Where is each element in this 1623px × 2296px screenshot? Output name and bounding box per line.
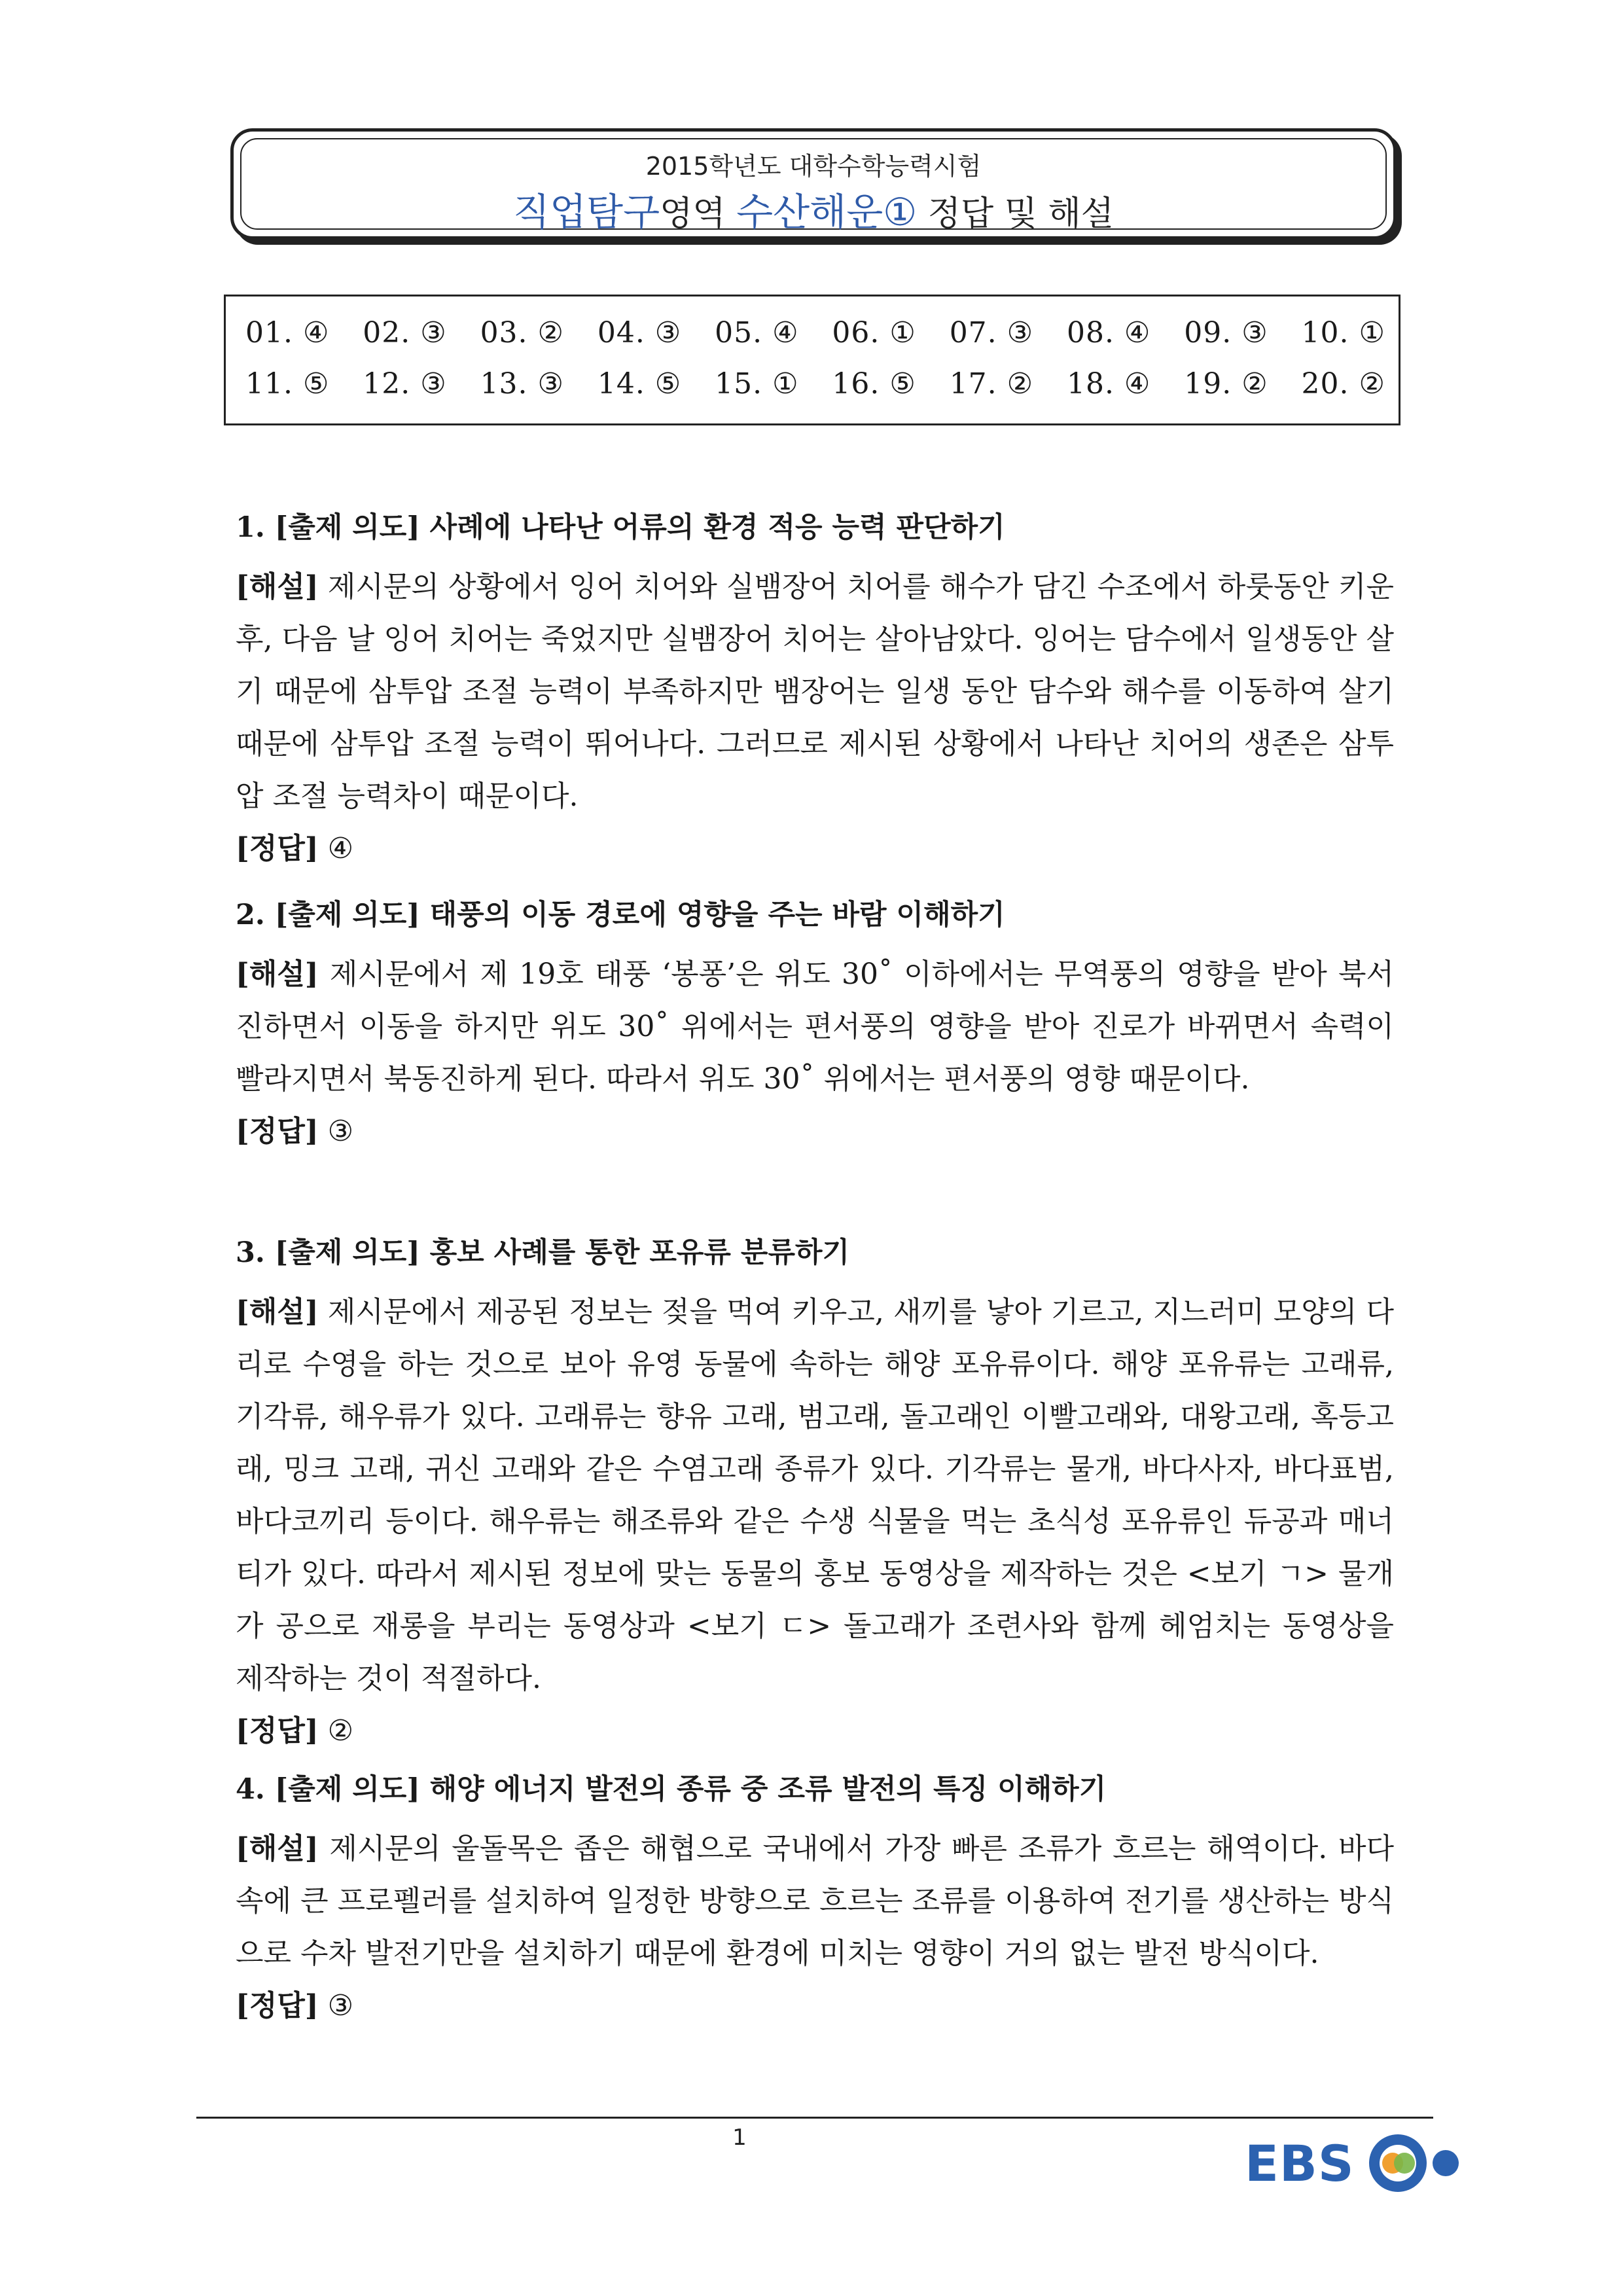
- answer-key-item: 08. ④: [1066, 316, 1151, 350]
- question-3-section: [236, 1230, 1394, 1757]
- answer-key-item: 03. ②: [480, 316, 564, 350]
- answer-key-item: 12. ③: [363, 367, 447, 401]
- question-title: 3. [출제 의도] 홍보 사례를 통한 포유류 분류하기: [236, 1236, 850, 1269]
- document-title: [234, 181, 1393, 236]
- explanation-label: [해설]: [236, 1295, 319, 1329]
- answer-key-item: 05. ④: [715, 316, 799, 350]
- answer-key-item: 14. ⑤: [597, 367, 682, 401]
- title-word-area: 영역: [660, 194, 737, 234]
- answer-line: [236, 823, 1394, 875]
- answer-label: [정답]: [236, 1115, 319, 1148]
- answer-key-row-2: [245, 367, 1385, 401]
- answer-key-item: 20. ②: [1301, 367, 1385, 401]
- answer-value: ③: [327, 1989, 354, 2022]
- answer-label: [정답]: [236, 832, 319, 865]
- answer-line: [236, 1705, 1394, 1757]
- answer-key-row-1: [245, 316, 1385, 350]
- answer-value: ②: [327, 1714, 354, 1748]
- explanation-text: 제시문에서 제공된 정보는 젖을 먹여 키우고, 새끼를 낳아 기르고, 지느러미 모양의 다리로 수영을 하는 것으로 보아 유영 동물에 속하는 해양 포유류이다. 해양 포유류는 고래류, 기각류, 해우류가 있다. 고래류는 향유 고래, 범고래, 돌고래인 이빨고래와, 대왕고래, 혹등고래, 밍크 고래, 귀신 고래와 같은 수염고래 종류가 있다. 기각류는 물개, 바다사자, 바다표범, 바다코끼리 등이다. 해우류는 해조류와 같은 수생 식물을 먹는 초식성 포유류인 듀공과 매너티가 있다. 따라서 제시된 정보에 맞는 동물의 홍보 동영상을 제작하는 것은 <보기 ㄱ> 물개가 공으로 재롱을 부리는 동영상과 <보기 ㄷ> 돌고래가 조련사와 함께 헤엄치는 동영상을 제작하는 것이 적절하다.: [236, 1295, 1394, 1695]
- question-title: 2. [출제 의도] 태풍의 이동 경로에 영향을 주는 바람 이해하기: [236, 899, 1005, 931]
- answer-key-item: 11. ⑤: [245, 367, 330, 401]
- explanation-text: 제시문에서 제 19호 태풍 ‘봉퐁’은 위도 30˚ 이하에서는 무역풍의 영향을 받아 북서진하면서 이동을 하지만 위도 30˚ 위에서는 편서풍의 영향을 받아 진로가 바뀌면서 속력이 빨라지면서 북동진하게 된다. 따라서 위도 30˚ 위에서는 편서풍의 영향 때문이다.: [236, 958, 1394, 1096]
- answer-value: ④: [327, 832, 354, 865]
- ebs-logo-mark-icon: [1364, 2127, 1488, 2199]
- answer-key-item: 06. ①: [832, 316, 916, 350]
- title-subject-area: 직업탐구: [513, 190, 660, 234]
- logo-green-dot: [1394, 2153, 1415, 2174]
- question-4-section: [236, 1767, 1394, 2032]
- answer-key-item: 13. ③: [480, 367, 564, 401]
- answer-key-item: 19. ②: [1184, 367, 1268, 401]
- explanation-text: 제시문의 상황에서 잉어 치어와 실뱀장어 치어를 해수가 담긴 수조에서 하룻동안 키운 후, 다음 날 잉어 치어는 죽었지만 실뱀장어 치어는 살아남았다. 잉어는 담수에서 일생동안 살기 때문에 삼투압 조절 능력이 부족하지만 뱀장어는 일생 동안 담수와 해수를 이동하여 살기 때문에 삼투압 조절 능력이 뛰어나다. 그러므로 제시된 상황에서 나타난 치어의 생존은 삼투압 조절 능력차이 때문이다.: [236, 570, 1394, 813]
- answer-label: [정답]: [236, 1714, 319, 1748]
- question-2-section: [236, 893, 1394, 1158]
- answer-key-item: 18. ④: [1066, 367, 1151, 401]
- explanation-paragraph: [236, 1286, 1394, 1705]
- footer-divider: [196, 2117, 1433, 2119]
- ebs-logo-text: EBS: [1245, 2134, 1355, 2193]
- title-suffix: 정답 및 해설: [917, 194, 1114, 234]
- exam-year-line: 2015학년도 대학수학능력시험: [645, 152, 982, 181]
- answer-value: ③: [327, 1115, 354, 1148]
- answer-key-item: 04. ③: [597, 316, 682, 350]
- answer-key-table: [224, 295, 1400, 425]
- answer-key-item: 01. ④: [245, 316, 330, 350]
- ebs-logo: [1245, 2127, 1488, 2199]
- page-number: 1: [732, 2125, 747, 2151]
- explanation-label: [해설]: [236, 958, 319, 991]
- answer-line: [236, 1980, 1394, 2032]
- explanation-text: 제시문의 울돌목은 좁은 해협으로 국내에서 가장 빠른 조류가 흐르는 해역이다. 바다 속에 큰 프로펠러를 설치하여 일정한 방향으로 흐르는 조류를 이용하여 전기를 생산하는 방식으로 수차 발전기만을 설치하기 때문에 환경에 미치는 영향이 거의 없는 발전 방식이다.: [236, 1832, 1394, 1970]
- logo-small-dot: [1433, 2150, 1459, 2176]
- answer-key-item: 10. ①: [1301, 316, 1385, 350]
- explanation-label: [해설]: [236, 570, 319, 603]
- explanation-label: [해설]: [236, 1832, 319, 1865]
- answer-key-item: 17. ②: [949, 367, 1034, 401]
- answer-key-item: 15. ①: [715, 367, 799, 401]
- explanation-paragraph: [236, 948, 1394, 1105]
- answer-key-item: 16. ⑤: [832, 367, 916, 401]
- answer-label: [정답]: [236, 1989, 319, 2022]
- explanation-paragraph: [236, 1823, 1394, 1980]
- answer-key-item: 09. ③: [1184, 316, 1268, 350]
- question-1-section: [236, 505, 1394, 875]
- question-title: 1. [출제 의도] 사례에 나타난 어류의 환경 적응 능력 판단하기: [236, 511, 1005, 544]
- title-subject: 수산해운①: [736, 190, 918, 234]
- answer-key-item: 02. ③: [363, 316, 447, 350]
- explanation-paragraph: [236, 561, 1394, 823]
- answer-key-item: 07. ③: [949, 316, 1034, 350]
- title-box: [230, 128, 1397, 240]
- question-title: 4. [출제 의도] 해양 에너지 발전의 종류 중 조류 발전의 특징 이해하기: [236, 1773, 1107, 1806]
- answer-line: [236, 1105, 1394, 1158]
